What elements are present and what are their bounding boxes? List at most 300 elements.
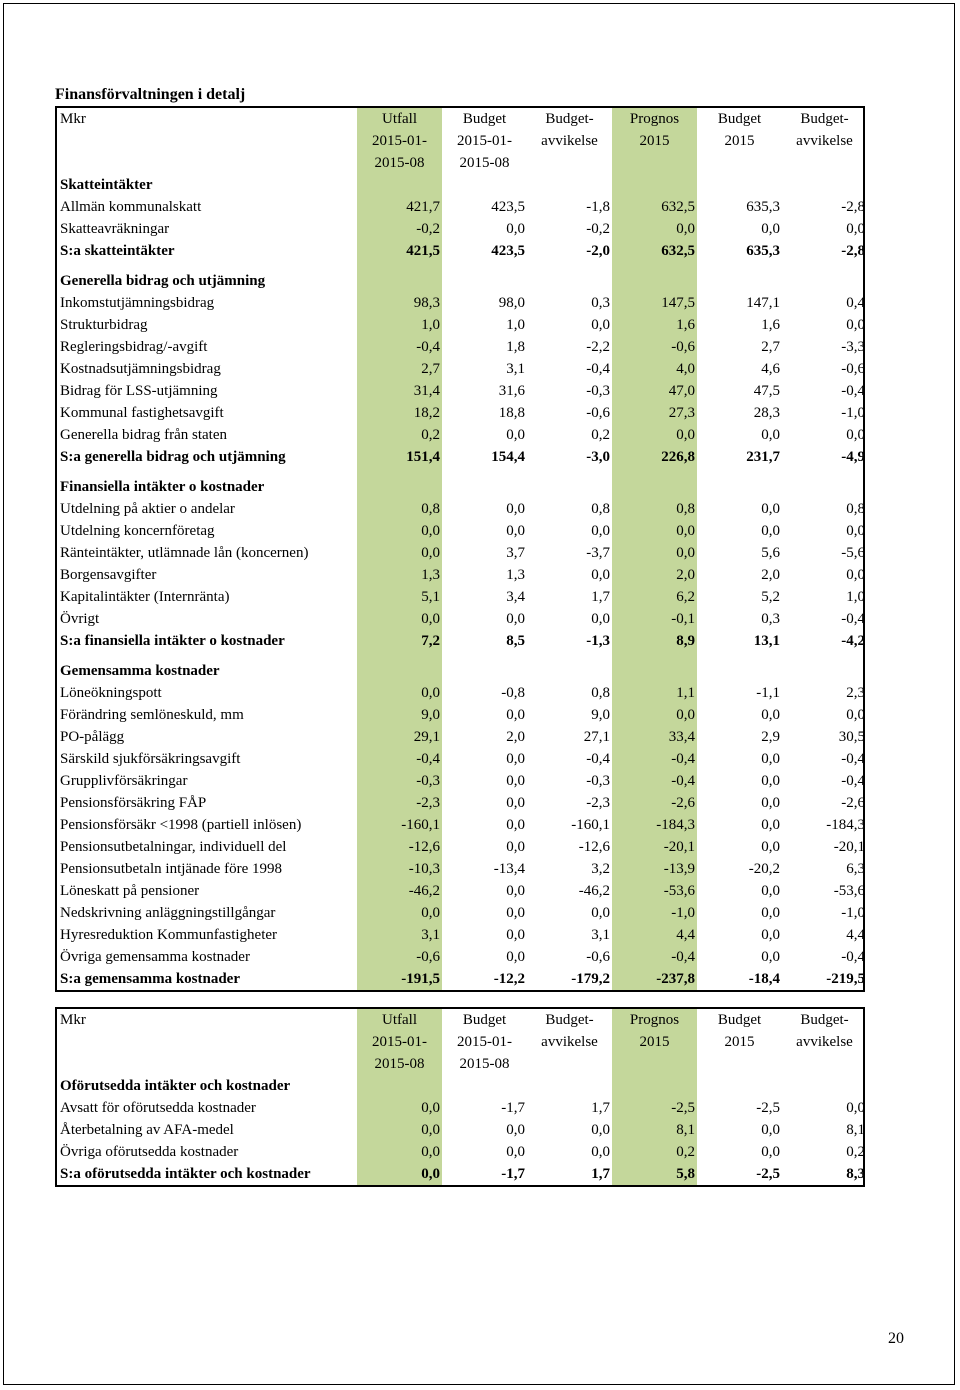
column-header-line: 2015 [639,133,670,149]
value-cell: 8,5 [506,633,525,649]
spacer-cell [527,652,612,660]
value-cell [697,660,782,682]
value-cell: 1,3 [506,567,525,583]
value-cell [442,1075,527,1097]
value-cell: -0,4 [841,611,865,627]
value-cell: 0,0 [612,424,697,446]
value-cell: 98,3 [357,292,442,314]
table-row [57,380,867,402]
row-label: Kommunal fastighetsavgift [60,405,224,421]
value-cell: 151,4 [357,446,442,468]
value-cell: -20,2 [748,861,780,877]
value-cell: 8,3 [846,1166,865,1182]
value-cell: -0,4 [586,361,610,377]
spacer-cell [697,468,782,476]
column-header-line: 2015-08 [459,155,510,171]
value-cell: 47,5 [753,383,780,399]
value-cell: 0,0 [506,523,525,539]
table-row [57,792,867,814]
value-cell: -160,1 [357,814,442,836]
value-cell: 0,0 [846,427,865,443]
value-cell: 0,0 [506,839,525,855]
value-cell: 3,1 [357,924,442,946]
section-heading: Finansiella intäkter o kostnader [60,479,265,495]
value-cell: -0,4 [612,946,697,968]
header-row [57,1009,867,1075]
value-cell: 0,8 [591,685,610,701]
value-cell: 4,4 [612,924,697,946]
finance-table-unforeseen-body [57,1009,867,1185]
value-cell: 1,6 [761,317,780,333]
value-cell: 7,2 [357,630,442,652]
value-cell: 635,3 [746,199,780,215]
value-cell: -2,6 [841,795,865,811]
row-label: Strukturbidrag [60,317,148,333]
value-cell: -0,4 [357,748,442,770]
table-row [57,564,867,586]
row-label: Återbetalning av AFA-medel [60,1122,234,1138]
column-header-line: 2015-08 [374,155,425,171]
value-cell: -18,4 [748,971,780,987]
value-cell: 0,0 [591,523,610,539]
row-label: Pensionsförsäkring FÅP [60,795,207,811]
value-cell: 0,2 [591,427,610,443]
value-cell: 0,0 [506,751,525,767]
value-cell: 632,5 [612,196,697,218]
page-title: Finansförvaltningen i detalj [55,86,246,103]
value-cell: -0,4 [357,336,442,358]
value-cell: -0,4 [841,773,865,789]
column-header-line: Budget- [800,111,849,127]
row-label: Övrigt [60,611,100,627]
value-cell [697,174,782,196]
spacer-cell [357,262,442,270]
value-cell: 0,0 [761,949,780,965]
value-cell: -5,6 [841,545,865,561]
spacer-cell [57,262,357,270]
value-cell: 1,7 [591,1166,610,1182]
value-cell [357,476,442,498]
value-cell: -46,2 [357,880,442,902]
row-label: Grupplivförsäkringar [60,773,188,789]
value-cell: 0,0 [612,542,697,564]
value-cell: -1,7 [501,1100,525,1116]
value-cell: -0,6 [612,336,697,358]
value-cell: -53,6 [833,883,865,899]
value-cell: -2,5 [756,1166,780,1182]
value-cell: 4,0 [612,358,697,380]
value-cell: 0,0 [357,608,442,630]
value-cell: 1,0 [357,314,442,336]
column-header-line: 2015-01- [457,133,512,149]
column-header-line: 2015-08 [374,1056,425,1072]
column-header-line: Budget- [545,1012,594,1028]
value-cell: 6,2 [612,586,697,608]
row-label: Särskild sjukförsäkringsavgift [60,751,241,767]
value-cell: 0,0 [591,1122,610,1138]
table-row [57,358,867,380]
column-header-line: Budget- [800,1012,849,1028]
spacer-row [57,468,867,476]
value-cell: 0,0 [357,902,442,924]
column-header-line: 2015-01- [372,1034,427,1050]
value-cell: 0,8 [612,498,697,520]
table-row [57,498,867,520]
table-row [57,586,867,608]
value-cell: -2,6 [612,792,697,814]
value-cell: 0,0 [761,905,780,921]
column-header-line: Budget [717,1012,762,1028]
column-header-line: Prognos [629,111,680,127]
value-cell: 0,0 [591,611,610,627]
table-row [57,336,867,358]
row-label: Förändring semlöneskuld, mm [60,707,244,723]
value-cell: -2,8 [841,243,865,259]
value-cell: -2,0 [586,243,610,259]
value-cell: 3,1 [506,361,525,377]
value-cell: 0,0 [761,773,780,789]
value-cell: -0,8 [501,685,525,701]
value-cell [442,270,527,292]
row-label: Utdelning på aktier o andelar [60,501,235,517]
value-cell: -20,1 [833,839,865,855]
row-label: Skatteavräkningar [60,221,170,237]
row-label: PO-pålägg [60,729,125,745]
spacer-cell [442,652,527,660]
value-cell: 0,0 [761,883,780,899]
row-label: S:a skatteintäkter [60,243,175,259]
value-cell: 4,6 [761,361,780,377]
table-row [57,1119,867,1141]
value-cell: -1,8 [586,199,610,215]
table-row [57,704,867,726]
value-cell: -1,0 [841,405,865,421]
table-row [57,880,867,902]
table-row [57,770,867,792]
value-cell: 3,4 [506,589,525,605]
value-cell: 0,0 [357,682,442,704]
value-cell: 9,0 [357,704,442,726]
section-heading-row [57,270,867,292]
value-cell: 0,0 [846,221,865,237]
value-cell: -2,5 [756,1100,780,1116]
column-header-line: 2015-01- [372,133,427,149]
value-cell: 0,0 [591,905,610,921]
value-cell: -184,3 [612,814,697,836]
value-cell: 0,0 [846,707,865,723]
value-cell: 3,7 [506,545,525,561]
value-cell: 0,0 [761,221,780,237]
value-cell: -237,8 [612,968,697,990]
row-label: Utdelning koncernföretag [60,523,215,539]
value-cell: 29,1 [357,726,442,748]
table-row [57,836,867,858]
value-cell: -0,6 [586,949,610,965]
table-row [57,608,867,630]
row-label: Avsatt för oförutsedda kostnader [60,1100,256,1116]
spacer-cell [57,468,357,476]
value-cell: 0,3 [591,295,610,311]
value-cell [612,660,697,682]
value-cell: 0,2 [846,1144,865,1160]
value-cell: 0,2 [357,424,442,446]
value-cell: -2,8 [841,199,865,215]
column-header [527,1009,612,1075]
spacer-row [57,262,867,270]
value-cell: 8,1 [846,1122,865,1138]
table-row [57,748,867,770]
row-label: S:a generella bidrag och utjämning [60,449,286,465]
value-cell: 2,7 [761,339,780,355]
value-cell [442,660,527,682]
value-cell [357,174,442,196]
row-label: Allmän kommunalskatt [60,199,202,215]
value-cell: 31,6 [498,383,525,399]
value-cell: 30,5 [838,729,865,745]
value-cell: -4,2 [841,633,865,649]
spacer-cell [612,468,697,476]
spacer-cell [357,652,442,660]
value-cell: 5,2 [761,589,780,605]
value-cell: -12,6 [357,836,442,858]
value-cell: 147,5 [612,292,697,314]
value-cell: 1,1 [612,682,697,704]
value-cell: 3,1 [591,927,610,943]
value-cell: -0,4 [586,751,610,767]
spacer-cell [57,652,357,660]
value-cell: -1,1 [756,685,780,701]
finance-table-main-body [57,108,867,990]
header-row [57,108,867,174]
table-row [57,946,867,968]
table-row [57,1097,867,1119]
value-cell: 33,4 [612,726,697,748]
section-heading-row [57,174,867,196]
spacer-cell [697,262,782,270]
section-heading: Gemensamma kostnader [60,663,220,679]
value-cell [527,174,612,196]
value-cell: 4,4 [846,927,865,943]
value-cell: 0,0 [591,317,610,333]
value-cell: 0,0 [846,1100,865,1116]
value-cell: 231,7 [746,449,780,465]
column-header [357,1009,442,1075]
sum-row [57,630,867,652]
value-cell: 1,7 [591,1100,610,1116]
sum-row [57,1163,867,1185]
value-cell: 2,0 [761,567,780,583]
value-cell: -1,7 [501,1166,525,1182]
row-label: Nedskrivning anläggningstillgångar [60,905,276,921]
value-cell: 0,0 [612,218,697,240]
spacer-cell [357,468,442,476]
value-cell: -0,2 [586,221,610,237]
value-cell [612,1075,697,1097]
section-heading-row [57,476,867,498]
value-cell: -0,3 [586,383,610,399]
value-cell: 0,0 [506,905,525,921]
row-label: Hyresreduktion Kommunfastigheter [60,927,278,943]
value-cell: -3,0 [586,449,610,465]
value-cell [782,660,867,682]
column-header-line: Budget [462,111,507,127]
column-header-line: Budget [462,1012,507,1028]
table-row [57,726,867,748]
table-row [57,424,867,446]
value-cell: 0,0 [846,567,865,583]
value-cell: 0,0 [591,567,610,583]
column-header-line: 2015 [724,133,755,149]
column-header [697,1009,782,1075]
value-cell: 0,0 [506,611,525,627]
finance-table-main [55,106,865,992]
value-cell: -2,5 [612,1097,697,1119]
value-cell: 0,8 [357,498,442,520]
value-cell: -0,6 [586,405,610,421]
value-cell: 0,0 [357,1163,442,1185]
spacer-cell [612,652,697,660]
row-label: Pensionsutbetalningar, individuell del [60,839,287,855]
value-cell: 0,4 [846,295,865,311]
value-cell: 0,0 [846,317,865,333]
column-header [697,108,782,174]
value-cell [697,476,782,498]
column-header [612,108,697,174]
value-cell: 18,8 [498,405,525,421]
value-cell: 1,3 [357,564,442,586]
section-heading-row [57,660,867,682]
value-cell: 0,0 [357,1119,442,1141]
value-cell: -0,4 [841,383,865,399]
value-cell: 632,5 [612,240,697,262]
value-cell: 2,3 [846,685,865,701]
column-header [442,108,527,174]
section-heading: Generella bidrag och utjämning [60,273,266,289]
row-label: Löneskatt på pensioner [60,883,200,899]
value-cell: 1,0 [846,589,865,605]
value-cell: 27,3 [612,402,697,424]
value-cell: 1,7 [591,589,610,605]
table-row [57,196,867,218]
sum-row [57,446,867,468]
finance-table-main-grid [57,108,867,990]
value-cell [782,174,867,196]
finance-table-unforeseen-grid [57,1009,867,1185]
value-cell [527,1075,612,1097]
value-cell: 0,0 [761,751,780,767]
table-row [57,814,867,836]
value-cell [612,174,697,196]
spacer-cell [782,652,867,660]
row-label: Borgensavgifter [60,567,157,583]
value-cell: 0,0 [761,795,780,811]
value-cell: 0,0 [761,839,780,855]
row-label: Kostnadsutjämningsbidrag [60,361,221,377]
table-row [57,218,867,240]
value-cell [782,270,867,292]
value-cell: 1,0 [506,317,525,333]
column-header [612,1009,697,1075]
column-header-line: 2015-08 [459,1056,510,1072]
column-header-line: 2015 [639,1034,670,1050]
value-cell [697,1075,782,1097]
value-cell: -53,6 [612,880,697,902]
value-cell: -12,2 [493,971,525,987]
row-label: Regleringsbidrag/-avgift [60,339,208,355]
value-cell [357,660,442,682]
row-label: Övriga oförutsedda kostnader [60,1144,239,1160]
row-label: Inkomstutjämningsbidrag [60,295,215,311]
spacer-cell [527,262,612,270]
value-cell: 2,9 [761,729,780,745]
spacer-cell [442,468,527,476]
value-cell: 5,6 [761,545,780,561]
value-cell: 2,0 [612,564,697,586]
column-header-line: Budget [717,111,762,127]
value-cell: 28,3 [753,405,780,421]
column-header [442,1009,527,1075]
value-cell: -4,9 [841,449,865,465]
value-cell: 0,0 [357,1097,442,1119]
value-cell: 0,0 [612,520,697,542]
value-cell: -0,4 [841,751,865,767]
column-header-line: Mkr [60,1012,86,1028]
value-cell: -13,4 [493,861,525,877]
value-cell: 0,0 [761,427,780,443]
value-cell: 0,0 [357,1141,442,1163]
value-cell: 1,8 [506,339,525,355]
value-cell: 3,2 [591,861,610,877]
table-row [57,542,867,564]
value-cell: 5,1 [357,586,442,608]
value-cell: -0,3 [586,773,610,789]
value-cell: 147,1 [746,295,780,311]
column-header [527,108,612,174]
value-cell: 13,1 [753,633,780,649]
value-cell: 0,8 [591,501,610,517]
value-cell: 5,8 [612,1163,697,1185]
value-cell: -2,3 [357,792,442,814]
row-label: Löneökningspott [60,685,162,701]
column-header-line: Mkr [60,111,86,127]
row-label: Bidrag för LSS-utjämning [60,383,218,399]
value-cell: 0,0 [761,927,780,943]
value-cell: -2,2 [586,339,610,355]
value-cell: 0,0 [506,817,525,833]
value-cell: -0,6 [841,361,865,377]
spacer-cell [782,468,867,476]
value-cell: 31,4 [357,380,442,402]
value-cell [442,476,527,498]
column-header-line: 2015 [724,1034,755,1050]
value-cell: 98,0 [498,295,525,311]
value-cell: 0,0 [761,501,780,517]
row-label: S:a oförutsedda intäkter och kostnader [60,1166,311,1182]
value-cell [612,476,697,498]
row-label: Övriga gemensamma kostnader [60,949,250,965]
value-cell: 226,8 [612,446,697,468]
value-cell: 0,0 [761,707,780,723]
value-cell: 8,9 [612,630,697,652]
value-cell [527,270,612,292]
value-cell: 9,0 [591,707,610,723]
value-cell: -0,3 [357,770,442,792]
table-row [57,924,867,946]
column-header-line: avvikelse [796,1034,853,1050]
row-label: S:a finansiella intäkter o kostnader [60,633,285,649]
value-cell: -191,5 [357,968,442,990]
value-cell: 154,4 [491,449,525,465]
